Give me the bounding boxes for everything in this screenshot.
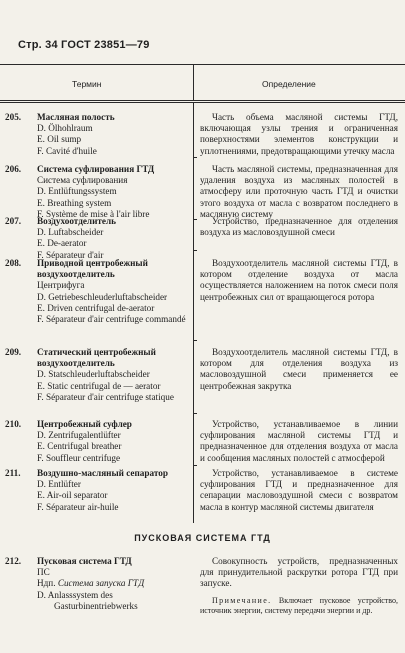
term-definition: Воздухоотделитель масляной системы ГТД, в котором для отделения воздуха из масловоздушной смеси применяется ее центробежная закрутка (200, 347, 398, 391)
entry-number: 205. (5, 112, 22, 122)
table-header-rule (0, 100, 405, 103)
table-row (5, 347, 192, 403)
entry-number: 207. (5, 216, 22, 226)
term-definition: Устройство, устанавливаемое в системе суфлирования ГТД и предназначенное для сепарации масловоздушной смеси с возвратом масла в контур масляной системы двигателя (200, 468, 398, 512)
term-definition: Устройство, устанавливаемое в линии суфлирования масляной системы ГТД и предназначенное для отделения воздуха от масла и сообщения масляных полостей с атмосферой (200, 419, 398, 463)
term-title: Воздушно-масляный сепаратор (37, 468, 168, 478)
term-line: F. Séparateur d'air (37, 249, 104, 260)
term-line: D. Statschleuderluftabscheider (37, 369, 150, 380)
term-line: F. Séparateur air-huile (37, 501, 119, 512)
term-title: Пусковая система ГТД (37, 556, 132, 566)
term-title: Статический центробежный воздухоотделитель (37, 347, 156, 369)
term-line: E. Centrifugal breather (37, 441, 122, 452)
row-separator (193, 340, 197, 341)
term-definition: Часть масляной системы, предназначенная для удаления воздуха из масляных полостей в атмосферу или проточную часть ГТД и очистки этого воздуха от масла с возвратом последнего в масляную систему (200, 164, 398, 219)
column-divider (193, 103, 194, 523)
term-line: D. Anlasssystem des Gasturbinentriebwerks (37, 589, 138, 611)
term-line: E. De-aerator (37, 238, 87, 249)
row-separator (193, 157, 197, 158)
term-prefix: Ндп. (37, 578, 56, 589)
term-definition: Совокупность устройств, предназначенных для принудительной раскрутки ротора ГТД при запуске. (200, 556, 398, 589)
row-separator (193, 465, 197, 466)
table-row (5, 216, 192, 261)
note-text: Включает пусковое устройство, источник энергии, систему передачи энергии и др. (200, 595, 399, 615)
term-line: F. Cavité d'huile (37, 145, 97, 156)
entry-number: 206. (5, 164, 22, 174)
term-line: E. Breathing system (37, 197, 112, 208)
term-deprecated: Система запуска ГТД (57, 578, 145, 589)
term-line: D. Entlüftungssystem (37, 186, 117, 197)
term-line: E. Oil sump (37, 134, 82, 145)
term-line: D. Getriebeschleuderluftabscheider (37, 291, 168, 302)
term-definition: Воздухоотделитель масляной системы ГТД, в котором отделение воздуха от масла осуществляется наложением на поток смеси поля центробежных сил от вращающегося ротора (200, 258, 398, 302)
entry-number: 209. (5, 347, 22, 357)
column-header-term: Термин (72, 79, 102, 89)
page-header: Стр. 34 ГОСТ 23851—79 (18, 39, 150, 51)
definition-note (200, 596, 398, 616)
term-line: Центрифуга (37, 280, 85, 291)
term-title: Масляная полость (37, 112, 115, 122)
row-separator (193, 250, 197, 251)
entry-number: 212. (5, 556, 22, 566)
term-line: F. Souffleur centrifuge (37, 452, 121, 463)
term-title: Центробежный суфлер (37, 419, 132, 429)
table-row (5, 164, 192, 220)
table-row (5, 258, 192, 325)
section-title: ПУСКОВАЯ СИСТЕМА ГТД (134, 533, 271, 543)
term-title: Приводной центробежный воздухоотделитель (37, 258, 148, 280)
column-header-definition: Определение (262, 79, 316, 89)
row-separator (193, 413, 197, 414)
term-line: E. Driven centrifugal de-aerator (37, 302, 155, 313)
term-definition: Часть объема масляной системы ГТД, включающая узлы трения и ограниченная поверхностями элементов конструкции и уплотнениями, предотвращающими утечку масла (200, 112, 398, 156)
entry-number: 208. (5, 258, 22, 268)
term-line: Система суфлирования (37, 175, 128, 186)
row-separator (193, 219, 197, 220)
term-line: D. Entlüfter (37, 479, 81, 490)
table-top-rule (0, 64, 405, 65)
term-line: E. Air-oil separator (37, 490, 108, 501)
term-title: Система суфлирования ГТД (37, 164, 155, 174)
table-row (5, 419, 192, 464)
term-line: D. Luftabscheider (37, 227, 104, 238)
entry-number: 211. (5, 468, 21, 478)
term-line: D. Zentrifugalentlüfter (37, 430, 121, 441)
term-line: D. Ölhohlraum (37, 123, 93, 134)
table-row (5, 556, 192, 612)
note-label: Примечание. (212, 595, 272, 605)
term-line: F. Séparateur d'air centrifuge statique (37, 391, 174, 402)
table-row (5, 112, 192, 157)
term-definition-block (200, 556, 398, 616)
entry-number: 210. (5, 419, 22, 429)
term-line: ПС (37, 567, 50, 578)
term-line: F. Système de mise à l'air libre (37, 208, 150, 219)
table-row (5, 468, 192, 513)
column-divider-header (193, 64, 194, 101)
term-line: F. Séparateur d'air centrifuge commandé (37, 314, 186, 325)
term-line (37, 578, 192, 589)
term-line: E. Static centrifugal de — aerator (37, 380, 161, 391)
term-definition: Устройство, предназначенное для отделения воздуха из масловоздушной смеси (200, 216, 398, 238)
term-title: Воздухоотделитель (37, 216, 116, 226)
